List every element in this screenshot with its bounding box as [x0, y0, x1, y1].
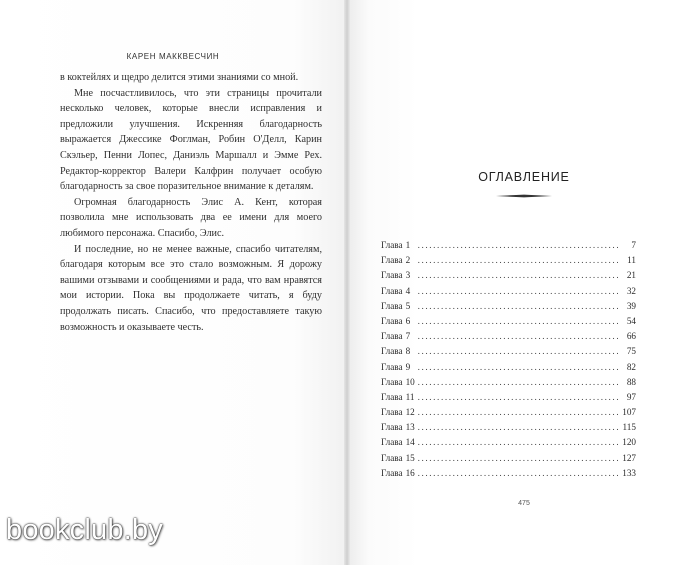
toc-page-number: 39	[626, 300, 636, 311]
toc-label: Глава	[381, 467, 403, 478]
toc-label: Глава	[381, 422, 403, 433]
toc-label: Глава	[381, 285, 403, 296]
toc-entry[interactable]	[381, 331, 636, 346]
site-watermark: bookclub.by	[6, 514, 163, 546]
toc-label: Глава	[381, 240, 403, 250]
toc-entry[interactable]	[381, 453, 636, 468]
acknowledgements-text	[60, 70, 322, 335]
toc-entry[interactable]	[381, 346, 636, 361]
toc-chapter-number: 5	[405, 300, 411, 311]
toc-leader-dots	[418, 316, 618, 326]
toc-chapter-number: 2	[405, 255, 411, 266]
toc-leader-dots	[418, 255, 618, 265]
toc-chapter-number: 10	[405, 376, 415, 387]
running-head: КАРЕН МАККВЕСЧИН	[126, 52, 220, 61]
toc-label: Глава	[381, 437, 403, 448]
toc-chapter-number: 6	[405, 315, 411, 326]
toc-chapter-number: 15	[405, 452, 415, 463]
paragraph: в коктейлях и щедро делится этими знаниями со мной.	[60, 72, 299, 83]
toc-chapter-number: 8	[405, 346, 411, 357]
toc-entry[interactable]	[381, 270, 636, 285]
toc-page-number: 88	[626, 376, 636, 387]
toc-page-number: 75	[626, 346, 636, 357]
toc-page-number: 66	[626, 331, 636, 342]
toc-leader-dots	[418, 468, 618, 478]
toc-entry[interactable]	[381, 316, 636, 331]
toc-page-number: 97	[626, 391, 636, 402]
toc-page-number: 11	[627, 255, 636, 266]
toc-leader-dots	[418, 377, 618, 387]
toc-entry[interactable]	[381, 301, 636, 316]
toc-leader-dots	[418, 362, 618, 372]
toc-entry[interactable]	[381, 392, 636, 407]
toc-leader-dots	[418, 437, 618, 447]
toc-label: Глава	[381, 361, 403, 372]
toc-leader-dots	[418, 286, 618, 296]
toc-entry[interactable]	[381, 377, 636, 392]
toc-leader-dots	[418, 346, 618, 356]
toc-leader-dots	[418, 392, 618, 402]
toc-entry[interactable]	[381, 437, 636, 452]
toc-entry[interactable]	[381, 407, 636, 422]
toc-label: Глава	[381, 315, 403, 326]
toc-page-number: 32	[626, 285, 636, 296]
toc-page-number: 21	[626, 270, 636, 281]
toc-page-number: 115	[622, 422, 636, 433]
toc-chapter-number: 7	[405, 331, 411, 342]
toc-leader-dots	[418, 301, 618, 311]
toc-label: Глава	[381, 452, 403, 463]
paragraph: Огромная благодарность Элис А. Кент, которая позволила мне использовать два ее имени для моего любимого персонажа. Спасибо, Элис.	[60, 196, 322, 239]
toc-label: Глава	[381, 331, 403, 342]
toc-leader-dots	[418, 453, 618, 463]
toc-entry[interactable]	[381, 255, 636, 270]
toc-leader-dots	[418, 270, 618, 280]
toc-chapter-number: 13	[405, 422, 415, 433]
book-gutter	[344, 0, 350, 565]
toc-list	[381, 240, 636, 483]
toc-page-number: 133	[622, 467, 636, 478]
toc-leader-dots	[418, 331, 618, 341]
toc-page-number: 120	[622, 437, 636, 448]
toc-entry[interactable]	[381, 240, 636, 255]
paragraph: Мне посчастливилось, что эти страницы прочитали несколько человек, которые внесли исправления и предложили улучшения. Искренняя благодарность выражается Джессике Фоглман, Робин О'Делл, Карин Скэльер, Пенни Лопес, Даниэль Маршалл и Эмме Рех. Редактор-корректор Валери Калфрин получает особую благодарность за свое поразительное внимание к деталям.	[60, 87, 322, 193]
toc-leader-dots	[418, 240, 618, 250]
toc-entry[interactable]	[381, 362, 636, 377]
toc-chapter-number: 3	[405, 270, 411, 281]
toc-chapter-number: 12	[405, 407, 415, 418]
toc-label: Глава	[381, 270, 403, 281]
toc-entry[interactable]	[381, 422, 636, 437]
toc-label: Глава	[381, 346, 403, 357]
toc-page-number: 82	[626, 361, 636, 372]
toc-chapter-number: 11	[405, 391, 415, 402]
toc-label: Глава	[381, 407, 403, 418]
toc-chapter-number: 9	[405, 361, 411, 372]
toc-leader-dots	[418, 407, 618, 417]
toc-chapter-number: 4	[405, 285, 411, 296]
toc-divider-ornament	[496, 194, 552, 198]
paragraph: И последние, но не менее важные, спасибо читателям, благодаря которым все это стало возможным. Я дорожу вашими отзывами и сообщениями и рада, что вам нравятся мои истории. Пока вы продолжаете читать, я буду продолжать писать. Спасибо, что предоставляете такую возможность и оказываете честь.	[60, 243, 322, 333]
toc-page-number: 7	[631, 240, 636, 250]
toc-label: Глава	[381, 391, 403, 402]
toc-label: Глава	[381, 376, 403, 387]
toc-chapter-number: 16	[405, 467, 415, 478]
toc-label: Глава	[381, 300, 403, 311]
toc-entry[interactable]	[381, 286, 636, 301]
toc-page-number: 107	[622, 407, 636, 418]
toc-leader-dots	[418, 422, 618, 432]
toc-title: ОГЛАВЛЕНИЕ	[478, 170, 570, 184]
toc-chapter-number: 1	[405, 240, 411, 250]
toc-chapter-number: 14	[405, 437, 415, 448]
toc-page-number: 54	[626, 315, 636, 326]
page-number: 475	[518, 500, 530, 507]
toc-entry[interactable]	[381, 468, 636, 483]
toc-page-number: 127	[622, 452, 636, 463]
toc-label: Глава	[381, 255, 403, 266]
